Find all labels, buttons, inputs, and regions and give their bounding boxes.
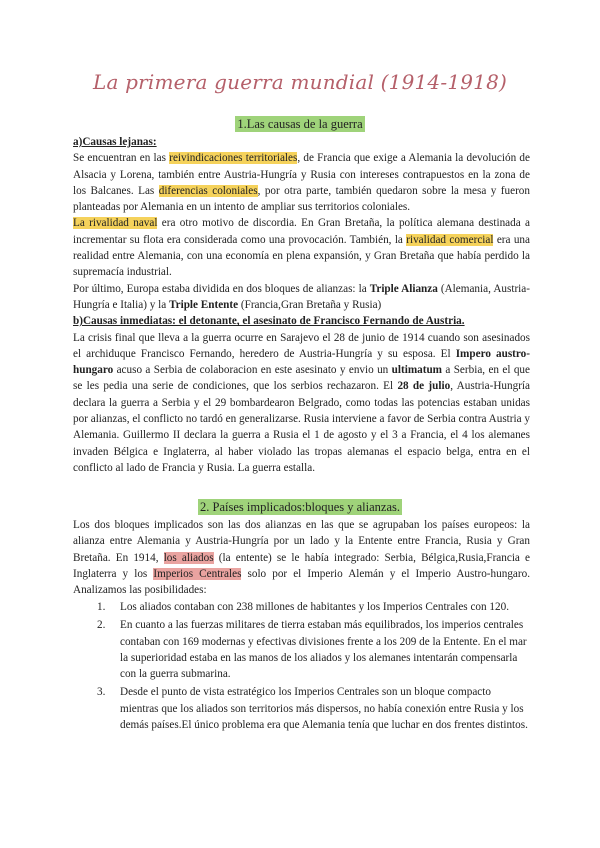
subheading-remote-causes: a)Causas lejanas: [73, 136, 157, 148]
subheading-immediate-causes: b)Causas inmediatas: el detonante, el asesinato de Francisco Fernando de Austria. [73, 315, 465, 328]
list-item-text: Los aliados contaban con 238 millones de habitantes y los Imperios Centrales con 120. [120, 601, 509, 613]
list-number: 2. [97, 619, 106, 632]
text-run: solo por el Imperio Alemán y el Imperio Austro-hungaro. Analizamos las posibilidades: [73, 567, 530, 597]
highlight-colonial-differences: diferencias coloniales [158, 184, 258, 197]
text-run: acuso a Serbia de colaboracion en este asesinato y envio un [113, 364, 392, 377]
list-number: 3. [97, 686, 106, 699]
section-heading-blocs-label: 2. Países implicados:bloques y alianzas. [200, 500, 400, 514]
text-run: , Austria-Hungría declara la guerra a Serbia y el 29 bombardearon Belgrado, como todas las potencias estaban unidas por alianzas, el conflicto no tardó en generalizarse. Rusia interviene a favor de Serbia contra Austria y Alemania. Guillermo II declara la guerra a Rusia el 1 de agosto y el 3 a Francia, el 4 los alemanes invaden Bélgica e Inglaterra, al haber violado las tropas alemanas el espacio belga, entra en el conflicto al lado de Francia y Rusia. La guerra estalla. [73, 380, 530, 474]
bold-triple-entente: Triple Entente [168, 298, 239, 311]
text-run: era una realidad entre Alemania, con una economía en plena expansión, y Gran Bretaña que había perdido la supremacía industrial. [73, 233, 530, 279]
section-heading-causes-label: 1.Las causas de la guerra [237, 117, 363, 131]
list-item [97, 617, 530, 682]
text-run: (la entente) se le había integrado: Serbia, Bélgica,Rusia,Francia e Inglaterra y los [73, 551, 531, 580]
section-heading-blocs [0, 500, 600, 515]
highlight-naval-rivalry: La rivalidad naval [73, 217, 158, 230]
text-run: Los dos bloques implicados son las dos alianzas en las que se agrupaban los países europeos: la alianza entre Alemania y Austria-Hungría por un lado y la Entente entre Francia, Rusia y Gran Bretaña. En 1914, [73, 519, 530, 564]
text-run: , de Francia que exige a Alemania la devolución de Alsacia y Lorena, también entre Austria-Hungría y Rusia con intereses contrapuestos en la zona de los Balcanes. Las [73, 152, 530, 197]
text-run: La crisis final que lleva a la guerra ocurre en Sarajevo el 28 de junio de 1914 cuando son asesinados el archiduque Francisco Fernando, heredero de Austria-Hungría y su esposa. El [73, 331, 530, 360]
bold-july-28: 28 de julio [397, 380, 451, 393]
page-title: La primera guerra mundial (1914-1918) [92, 70, 508, 94]
text-run: , por otra parte, también quedaron sobre la mesa y fueron planteadas por Alemania en un intento de ampliar sus territorios coloniales. [73, 184, 530, 214]
bold-triple-alliance: Triple Alianza [369, 282, 438, 295]
bold-austro-hungarian-empire: Impero austro-hungaro [73, 347, 530, 377]
paragraph-blocs [73, 517, 530, 598]
paragraph-sarajevo [73, 330, 530, 477]
section-heading-causes [0, 117, 600, 132]
list-item [97, 599, 530, 615]
list-number: 1. [97, 601, 106, 613]
bold-ultimatum: ultimatum [391, 364, 442, 377]
list-item-text: Desde el punto de vista estratégico los Imperios Centrales son un bloque compacto mientras que los aliados son territorios más dispersos, no había conexión entre Rusia y los demás países.El único problema era que Alemania tenía que luchar en dos frentes distintos. [120, 686, 528, 732]
paragraph-alliances [73, 281, 530, 314]
text-run: Se encuentran en las [73, 152, 170, 165]
list-item-text: En cuanto a las fuerzas militares de tierra estaban más equilibrados, los imperios centrales contaban con 169 modernas y efectivas divisiones frente a los 209 de la Entente. En el mar la superioridad estaba en las manos de los aliados y los alemanes intentarán compensarla con la guerra submarina. [120, 619, 527, 681]
list-item [97, 684, 530, 733]
text-run: Por último, Europa estaba dividida en dos bloques de alianzas: la [73, 282, 370, 295]
section-blocs-body [73, 517, 530, 598]
paragraph-territorial [73, 150, 530, 215]
highlight-allies: los aliados [163, 551, 214, 564]
text-run: a Serbia, en el que se les pedia una serie de condiciones, que los serbios rechazaron. El [73, 364, 530, 393]
paragraph-rivalry [73, 215, 530, 280]
text-run: (Francia,Gran Bretaña y Rusia) [238, 298, 382, 311]
highlight-commercial-rivalry: rivalidad comercial [406, 233, 494, 246]
highlight-central-empires: Imperios Centrales [153, 567, 242, 580]
possibilities-list [97, 599, 530, 735]
text-run: era otro motivo de discordia. En Gran Bretaña, la política alemana destinada a incrementar su flota era considerada como una provocación. También, la [73, 217, 530, 246]
section-causes-body [73, 134, 530, 476]
highlight-territorial-claims: reivindicaciones territoriales [169, 152, 298, 165]
text-run: (Alemania, Austria-Hungría e Italia) y la [73, 282, 530, 311]
